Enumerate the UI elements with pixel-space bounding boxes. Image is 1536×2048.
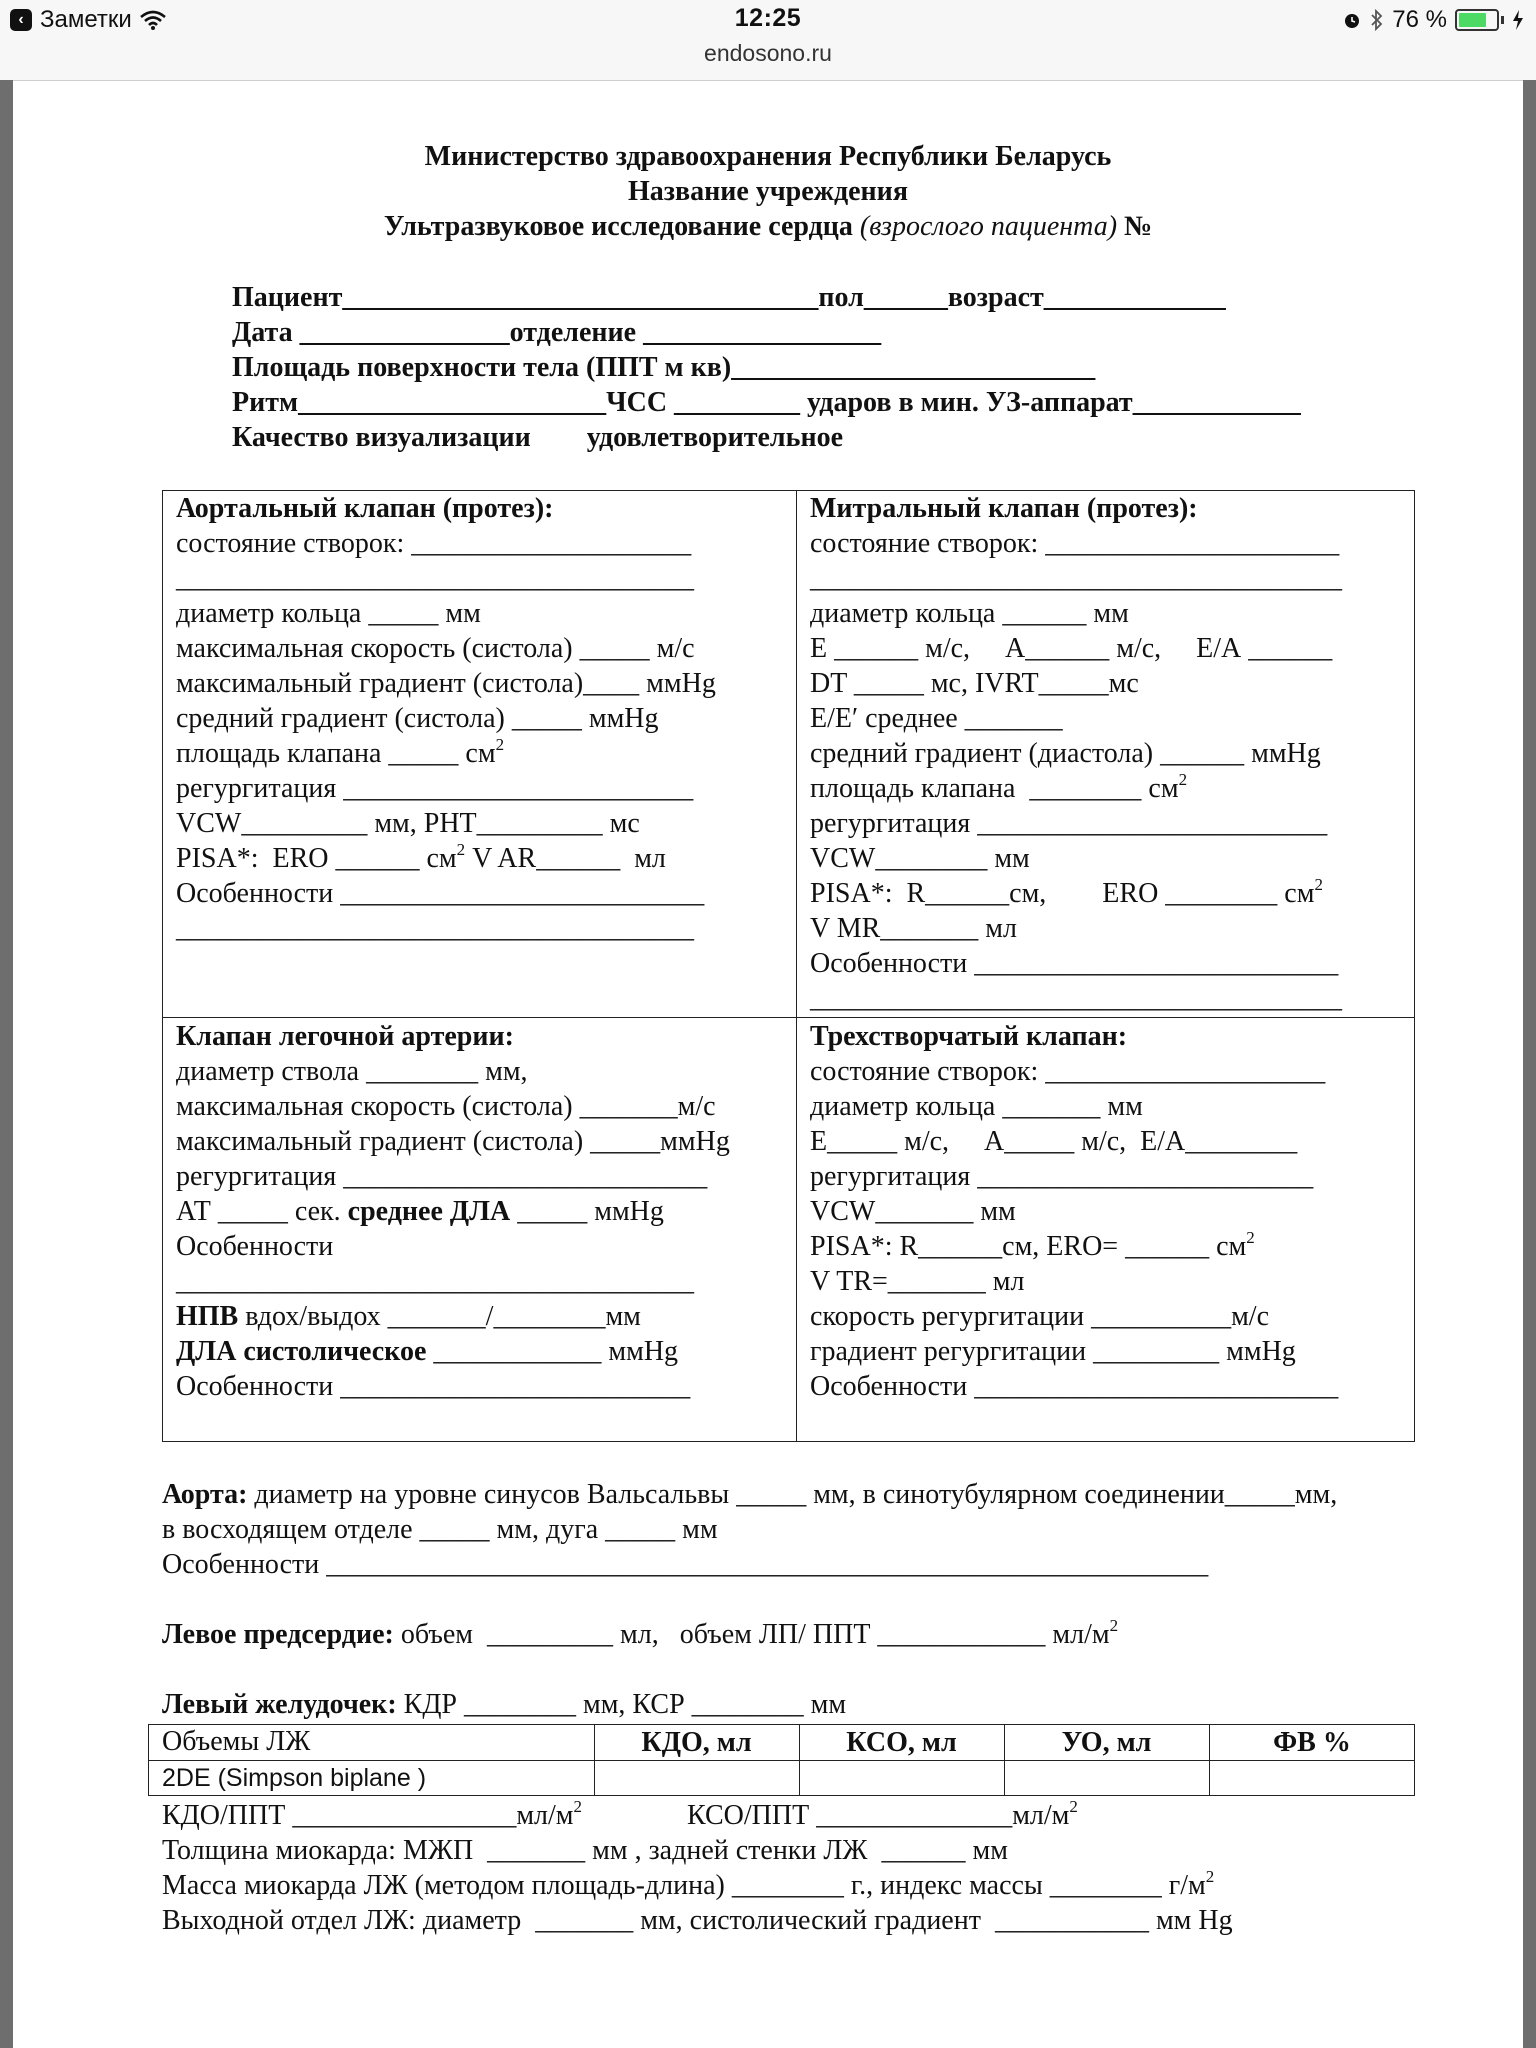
bluetooth-icon	[1370, 9, 1384, 31]
tricuspid-leaflets: состояние створок: ____________________	[810, 1056, 1326, 1087]
tricuspid-vcw: VCW_______ мм	[810, 1196, 1016, 1227]
tricuspid-features: Особенности __________________________	[810, 1371, 1339, 1402]
ministry-title: Министерство здравоохранения Республики Беларусь	[424, 141, 1112, 172]
charging-icon	[1512, 10, 1524, 30]
date-row: Дата _______________отделение _________________	[232, 317, 882, 348]
battery-icon	[1455, 9, 1499, 31]
url-label[interactable]: endosono.ru	[704, 40, 832, 66]
institution-title: Название учреждения	[628, 176, 908, 207]
mitral-e-a: Е ______ м/с, А______ м/с, Е/А ______	[810, 633, 1333, 664]
mitral-features-line: ______________________________________	[810, 983, 1342, 1014]
pulmonary-features-line: _____________________________________	[176, 1266, 694, 1297]
systolic-pap-row: ДЛА систолическое ____________ ммHg	[176, 1336, 679, 1367]
mitral-vcw: VCW________ мм	[810, 843, 1030, 874]
aortic-annulus: диаметр кольца _____ мм	[176, 598, 481, 629]
aortic-features: Особенности __________________________	[176, 878, 705, 909]
grid-divider-vertical	[796, 490, 797, 1442]
myocardium-thickness-row: Толщина миокарда: МЖП _______ мм , задней стенки ЛЖ ______ мм	[162, 1835, 1008, 1866]
myocardium-mass-row: Масса миокарда ЛЖ (методом площадь-длина) ________ г., индекс массы ________ $г/м^2$	[162, 1867, 1215, 1901]
pulmonary-max-velocity: максимальная скорость (систола) _______м/с	[176, 1091, 716, 1122]
clock-time: 12:25	[734, 4, 802, 32]
bsa-row: Площадь поверхности тела (ППТ м кв)__________________________	[232, 352, 1096, 383]
mitral-title: Митральный клапан (протез):	[810, 493, 1198, 524]
rhythm-row: Ритм______________________ЧСС _________ ударов в мин. УЗ-аппарат____________	[232, 387, 1301, 418]
aortic-regurgitation: регургитация _________________________	[176, 773, 694, 804]
pulmonary-max-gradient: максимальный градиент (систола) _____ммHg	[176, 1126, 730, 1157]
aorta-features: Особенности _______________________________________________________________	[162, 1549, 1209, 1580]
mitral-pisa: PISA*: R______см, ERO ________ $см^2$	[810, 875, 1323, 909]
mitral-annulus: диаметр кольца ______ мм	[810, 598, 1129, 629]
table-header-ef: ФВ %	[1273, 1727, 1351, 1758]
tricuspid-pisa: PISA*: R______см, ERO= ______ $см^2$	[810, 1228, 1255, 1262]
pulmonary-at-mean-pap: АТ _____ сек. среднее ДЛА _____ ммHg	[176, 1196, 664, 1227]
mitral-dt-ivrt: DT _____ мс, IVRT_____мс	[810, 668, 1139, 699]
table-header-esv: КСО, мл	[846, 1727, 957, 1758]
mitral-leaflets: состояние створок: _____________________	[810, 528, 1340, 559]
mitral-regurgitation: регургитация _________________________	[810, 808, 1328, 839]
pulmonary-title: Клапан легочной артерии:	[176, 1021, 514, 1052]
aortic-vcw-pht: VCW_________ мм, PHT_________ мс	[176, 808, 640, 839]
table-header-edv: КДО, мл	[641, 1727, 752, 1758]
tricuspid-title: Трехстворчатый клапан:	[810, 1021, 1128, 1052]
left-atrium-row: Левое предсердие: объем _________ мл, объем ЛП/ ППТ ____________ $мл/м^2$	[162, 1616, 1119, 1650]
aortic-blank-line: _____________________________________	[176, 563, 694, 594]
visualization-row: Качество визуализации удовлетворительное	[232, 422, 844, 453]
tricuspid-e-a: Е_____ м/с, А_____ м/с, Е/А________	[810, 1126, 1298, 1157]
aortic-features-line: _____________________________________	[176, 913, 694, 944]
mitral-blank-line: ______________________________________	[810, 563, 1342, 594]
lvot-row: Выходной отдел ЛЖ: диаметр _______ мм, систолический градиент ___________ мм Hg	[162, 1905, 1233, 1936]
table-header-volumes: Объемы ЛЖ	[162, 1726, 311, 1757]
mitral-v-mr: V MR_______ мл	[810, 913, 1017, 944]
pulmonary-features-2: Особенности _________________________	[176, 1371, 691, 1402]
back-chevron-icon: ‹	[10, 9, 32, 31]
mitral-valve-area: площадь клапана ________ $см^2$	[810, 770, 1188, 804]
aortic-max-gradient: максимальный градиент (систола)____ ммHg	[176, 668, 716, 699]
patient-row: Пациент__________________________________пол______возраст_____________	[232, 282, 1226, 313]
status-bar	[0, 0, 1536, 81]
status-indicators	[1342, 6, 1524, 34]
grid-divider-horizontal	[162, 1017, 1415, 1018]
pulmonary-features: Особенности	[176, 1231, 334, 1262]
alarm-icon	[1342, 10, 1362, 30]
tricuspid-regurg-velocity: скорость регургитации __________м/с	[810, 1301, 1270, 1332]
aortic-title: Аортальный клапан (протез):	[176, 493, 554, 524]
page-margin-left	[0, 80, 13, 2048]
table-header-sv: УО, мл	[1061, 1727, 1152, 1758]
tricuspid-annulus: диаметр кольца _______ мм	[810, 1091, 1143, 1122]
pulmonary-trunk-diameter: диаметр ствола ________ мм,	[176, 1056, 528, 1087]
aortic-max-velocity: максимальная скорость (систола) _____ м/с	[176, 633, 695, 664]
pulmonary-regurgitation: регургитация __________________________	[176, 1161, 708, 1192]
esv-bsa-row: КСО/ППТ $\_\_\_\_\_\_\_\_\_\_\_\_\_\_мл/м^2$	[687, 1797, 1078, 1831]
aortic-mean-gradient: средний градиент (систола) _____ ммHg	[176, 703, 659, 734]
table-row-method: 2DE (Simpson biplane )	[162, 1764, 427, 1792]
left-ventricle-row: Левый желудочек: КДР ________ мм, КСР ________ мм	[162, 1689, 847, 1720]
edv-bsa-row: КДО/ППТ $\_\_\_\_\_\_\_\_\_\_\_\_\_\_\_\_мл/м^2$	[162, 1797, 583, 1831]
tricuspid-regurg-gradient: градиент регургитации _________ ммHg	[810, 1336, 1296, 1367]
mitral-features: Особенности __________________________	[810, 948, 1339, 979]
aortic-valve-area: площадь клапана _____ $см^2$	[176, 735, 505, 769]
mitral-mean-gradient: средний градиент (диастола) ______ ммHg	[810, 738, 1321, 769]
ivc-row: НПВ вдох/выдох _______/________мм	[176, 1301, 641, 1332]
exam-title: Ультразвуковое исследование сердца (взрослого пациента) №	[383, 211, 1153, 242]
page-margin-right	[1523, 80, 1536, 2048]
back-app-label: Заметки	[40, 6, 132, 33]
aortic-pisa: PISA*: ERO ______ $см^2$ V AR______ мл	[176, 840, 666, 874]
aortic-leaflets: состояние створок: ____________________	[176, 528, 692, 559]
aorta-row-2: в восходящем отделе _____ мм, дуга _____ мм	[162, 1514, 718, 1545]
aorta-row-1: Аорта: диаметр на уровне синусов Вальсальвы _____ мм, в синотубулярном соединении_____мм,	[162, 1479, 1338, 1510]
battery-percent: 76 %	[1392, 6, 1447, 33]
mitral-e-e-prime: Е/Е′ среднее _______	[810, 703, 1063, 734]
tricuspid-regurgitation: регургитация ________________________	[810, 1161, 1314, 1192]
tricuspid-v-tr: V TR=_______ мл	[810, 1266, 1025, 1297]
